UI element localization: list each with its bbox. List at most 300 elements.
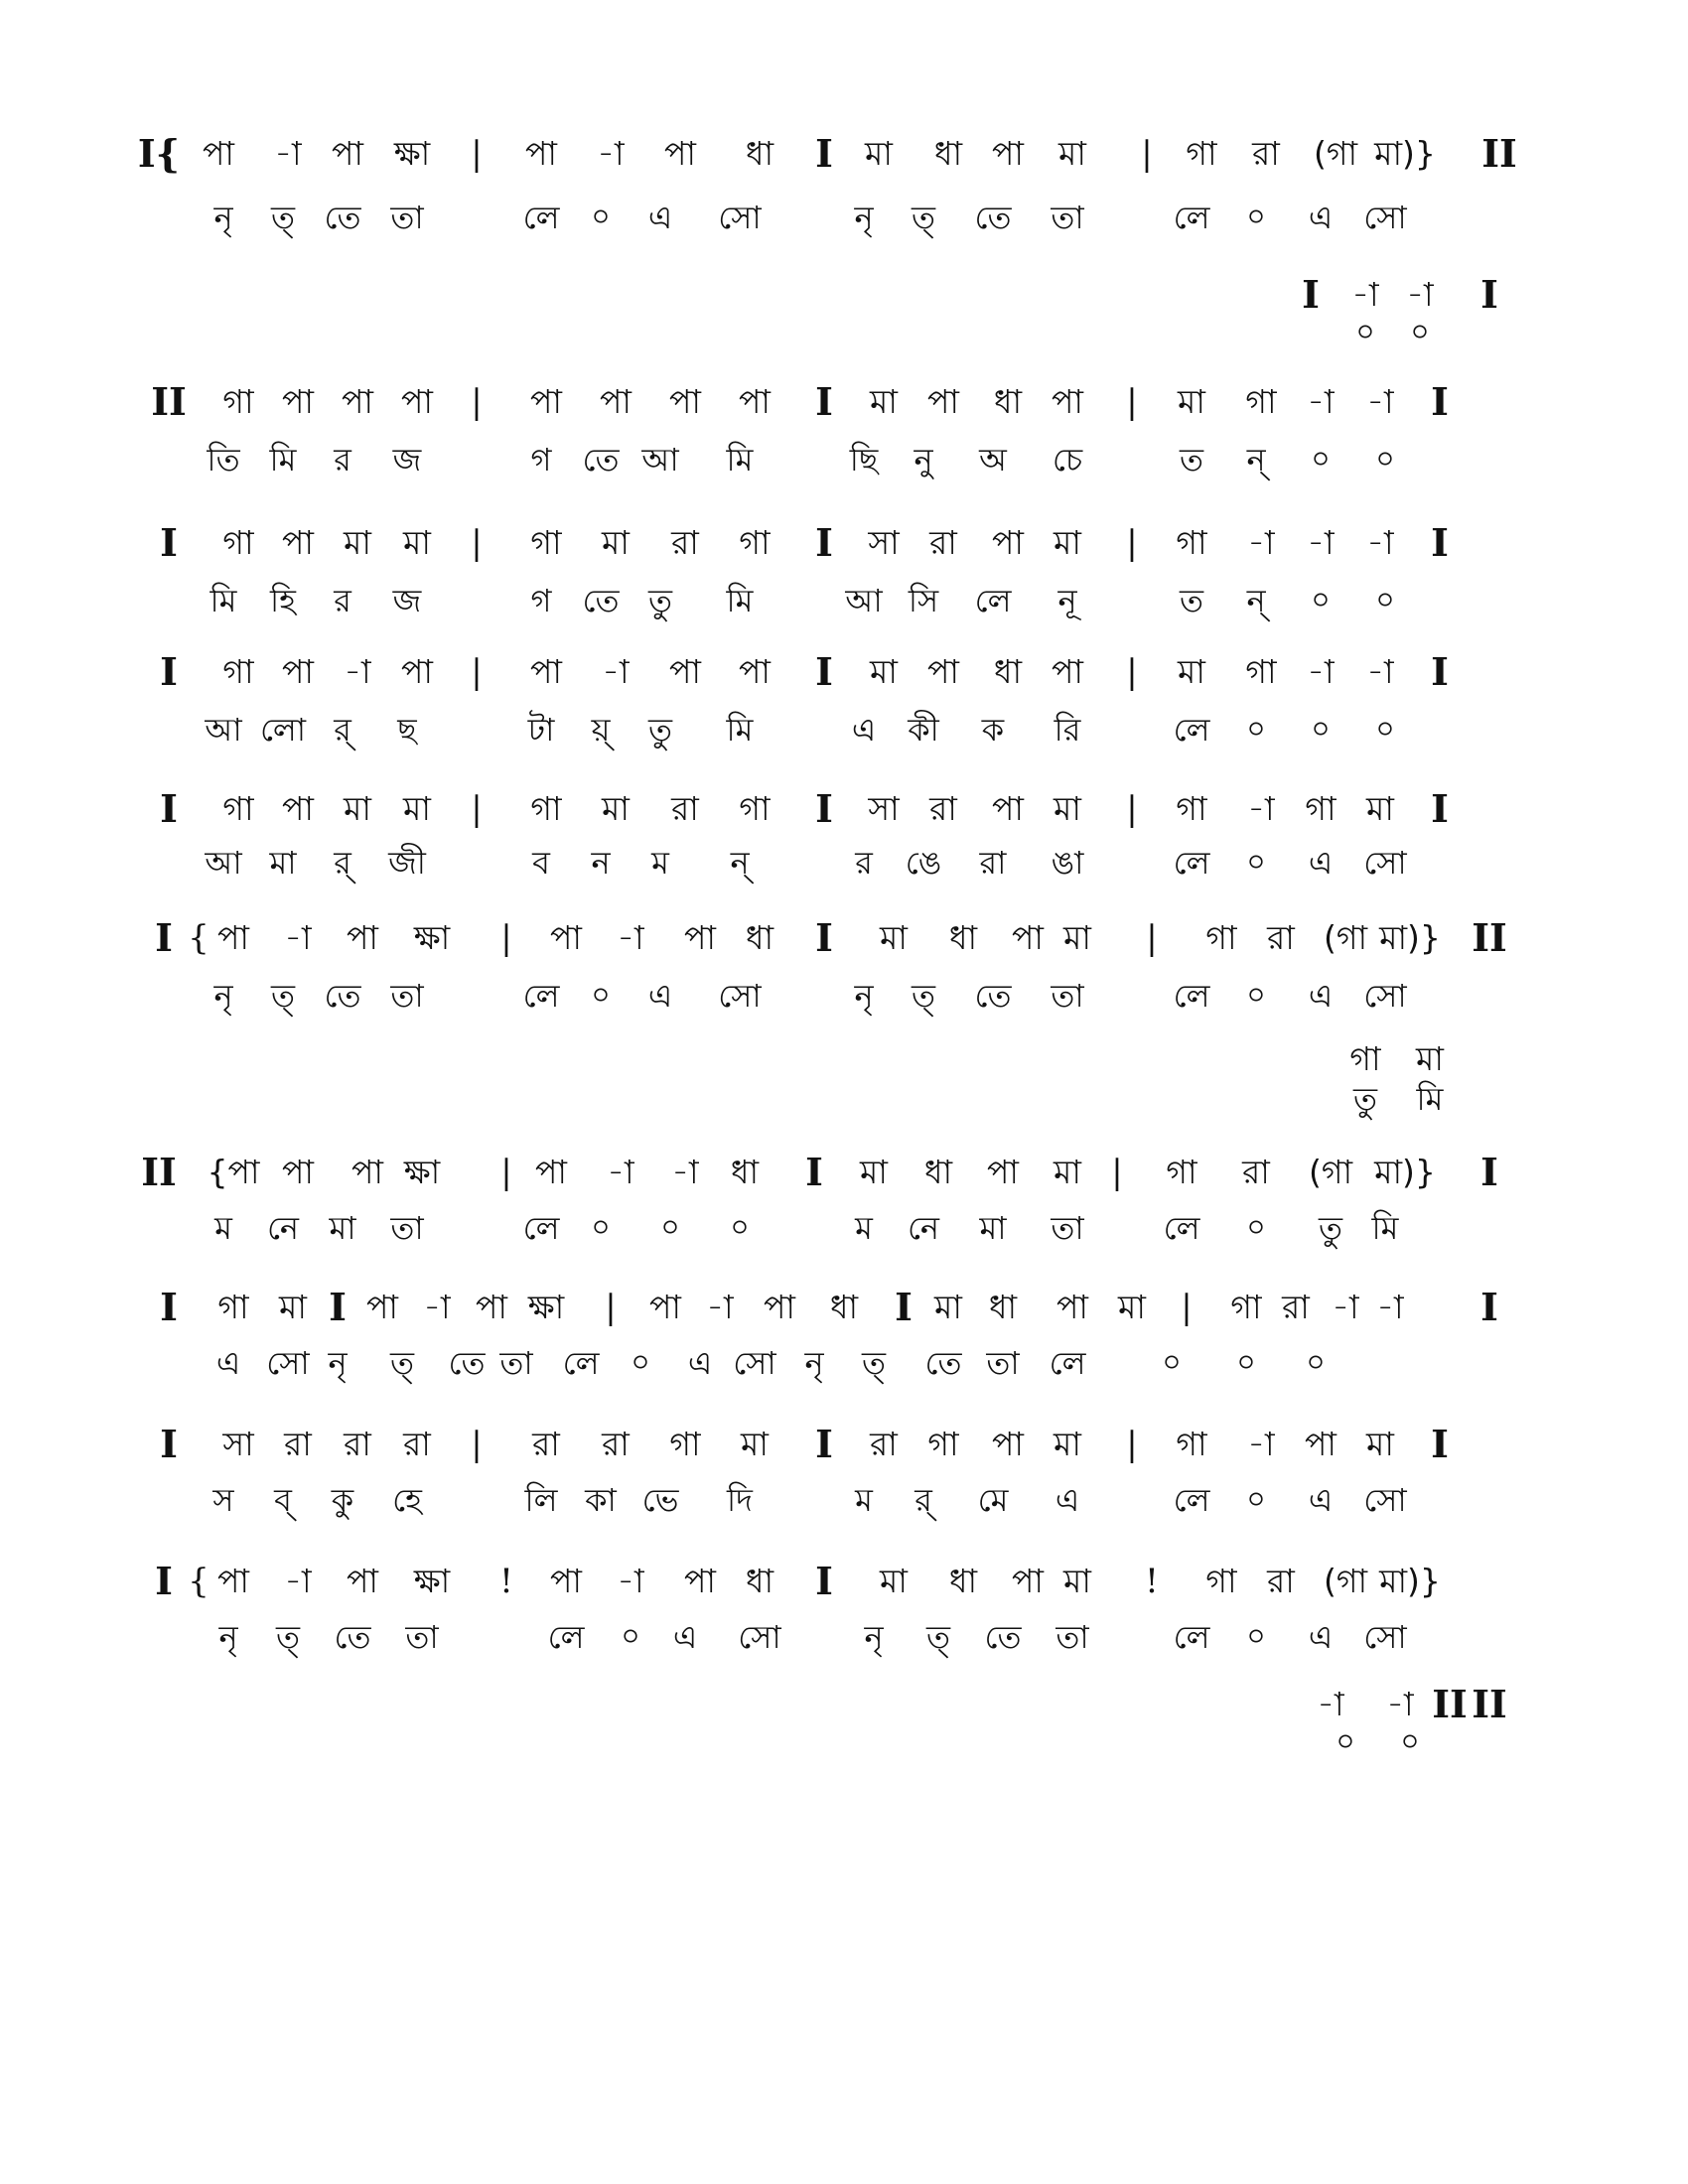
swara-note: পা <box>366 1288 398 1326</box>
lyric-syllable: লে <box>522 1209 560 1247</box>
lyric-syllable: নু <box>914 441 933 478</box>
bar-line: | <box>1126 1425 1138 1464</box>
swara-note: মা <box>934 1288 962 1326</box>
swara-note: -া <box>1406 275 1434 314</box>
lyric-syllable: তে <box>984 1618 1022 1656</box>
lyric-line <box>0 836 1688 889</box>
lyric-syllable: মে <box>977 1481 1009 1519</box>
lyric-syllable: নে <box>266 1209 300 1247</box>
lyric-syllable: ন <box>591 844 611 882</box>
swara-note: -া <box>1376 1288 1404 1326</box>
lyric-syllable: ঙে <box>905 844 942 882</box>
lyric-syllable: তে <box>974 977 1012 1015</box>
bar-line-major: I <box>160 649 178 694</box>
lyric-syllable: ০ <box>1311 442 1331 477</box>
bar-line: | <box>1126 382 1138 422</box>
swara-note: পা <box>347 918 378 957</box>
swara-note: রা <box>929 789 957 828</box>
swara-note: মা <box>602 789 630 828</box>
bar-line-major: I <box>155 1559 173 1603</box>
lyric-syllable: সো <box>738 1618 781 1656</box>
swara-note: পা <box>332 134 363 173</box>
notation-line <box>0 127 1688 181</box>
lyric-syllable: ০ <box>591 978 611 1013</box>
lyric-syllable: র <box>334 441 352 478</box>
lyric-syllable: তা <box>390 1209 424 1247</box>
lyric-syllable: ত্ <box>911 977 936 1015</box>
swara-note: মা <box>1063 918 1091 957</box>
lyric-syllable: স <box>212 1481 234 1519</box>
lyric-syllable: ছ <box>397 711 417 749</box>
swara-note: মা <box>880 918 908 957</box>
bar-line-major: I <box>329 1285 347 1329</box>
lyric-syllable: টা <box>527 711 555 749</box>
lyric-syllable: ০ <box>1375 583 1395 617</box>
swara-note: গা <box>1245 382 1277 421</box>
lyric-syllable: সো <box>1363 844 1407 882</box>
swara-note: মা <box>1366 789 1394 828</box>
lyric-syllable: তু <box>647 711 673 749</box>
swara-note: পা <box>684 918 716 957</box>
lyric-syllable: ০ <box>1410 315 1430 349</box>
swara-note: মা <box>1054 523 1081 562</box>
swara-note: মা <box>1063 1562 1091 1600</box>
lyric-syllable: ন্ <box>1246 441 1266 478</box>
swara-note: মা <box>865 134 893 173</box>
swara-note: মা <box>1054 1425 1081 1463</box>
swara-note: -া <box>706 1288 734 1326</box>
bar-line: { <box>188 918 210 958</box>
swara-note: ধা <box>993 382 1023 421</box>
bar-line: | <box>471 1425 483 1464</box>
lyric-syllable: তা <box>1051 977 1084 1015</box>
bar-line-major: I <box>815 649 833 694</box>
lyric-syllable: মি <box>269 441 297 478</box>
swara-note: মা <box>741 1425 769 1463</box>
swara-note: ক্ষা <box>403 1153 441 1191</box>
bar-line-major: II <box>1432 1682 1468 1726</box>
lyric-syllable: নৃ <box>864 1618 884 1656</box>
lyric-syllable: মি <box>726 441 754 478</box>
swara-note: রা <box>671 789 699 828</box>
lyric-syllable: তা <box>1051 199 1084 236</box>
lyric-syllable: এ <box>1308 199 1334 236</box>
lyric-syllable: সো <box>718 977 762 1015</box>
lyric-syllable: ত্ <box>275 1618 301 1656</box>
lyric-syllable: আ <box>845 582 883 619</box>
lyric-syllable: কু <box>331 1481 354 1519</box>
swara-note: পা <box>282 652 314 691</box>
swara-note: পা <box>992 1425 1024 1463</box>
lyric-syllable: ০ <box>1162 1345 1182 1380</box>
bar-line-major: I <box>1431 786 1449 831</box>
swara-note: গা <box>222 789 254 828</box>
swara-note: পা <box>664 134 696 173</box>
bar-line: | <box>500 918 512 958</box>
swara-note: মা)} <box>1379 918 1441 957</box>
swara-note: (গা <box>1313 134 1358 173</box>
swara-note: (গা <box>1323 918 1368 957</box>
lyric-syllable: তি <box>207 441 240 478</box>
lyric-syllable: নৃ <box>854 977 874 1015</box>
bar-line: ! <box>1145 1562 1159 1601</box>
lyric-syllable: গ <box>530 441 552 478</box>
lyric-syllable: ০ <box>1236 1345 1256 1380</box>
lyric-syllable: লে <box>1163 1209 1200 1247</box>
swara-note: মা <box>860 1153 888 1191</box>
swara-note: রা <box>870 1425 898 1463</box>
notation-line <box>0 516 1688 570</box>
swara-note: রা <box>1242 1153 1270 1191</box>
lyric-syllable: রা <box>979 844 1007 882</box>
bar-line-major: I <box>160 786 178 831</box>
swara-note: মা)} <box>1374 1153 1436 1191</box>
swara-note: রা <box>1252 134 1280 173</box>
lyric-syllable: তে <box>324 199 361 236</box>
lyric-syllable: ০ <box>730 1210 750 1245</box>
swara-note: রা <box>929 523 957 562</box>
lyric-line <box>0 1715 1688 1769</box>
lyric-syllable: র <box>334 582 352 619</box>
swara-note: পা <box>217 1562 249 1600</box>
swara-note: গা <box>669 1425 701 1463</box>
swara-note: ধা <box>829 1288 859 1326</box>
swara-note: পা <box>669 652 701 691</box>
swara-note: ক্ষা <box>527 1288 565 1326</box>
bar-line: | <box>471 652 483 692</box>
lyric-syllable: তা <box>1055 1618 1089 1656</box>
swara-note: গা <box>1205 918 1237 957</box>
lyric-syllable: ব্ <box>274 1481 292 1519</box>
lyric-syllable: লে <box>522 977 560 1015</box>
swara-note: পা <box>1012 918 1044 957</box>
bar-line-major: I <box>805 1150 823 1194</box>
lyric-line <box>0 1072 1688 1126</box>
swara-note: পা <box>401 652 433 691</box>
bar-line: | <box>471 382 483 422</box>
lyric-syllable: সো <box>1363 1481 1407 1519</box>
swara-note: পা <box>282 523 314 562</box>
bar-line: | <box>1181 1288 1193 1327</box>
lyric-syllable: সো <box>266 1344 310 1382</box>
lyric-syllable: তা <box>1051 1209 1084 1247</box>
lyric-syllable: র <box>855 844 873 882</box>
swara-note: -া <box>1332 1288 1359 1326</box>
swara-note: রা <box>532 1425 560 1463</box>
swara-note: -া <box>617 918 644 957</box>
lyric-syllable: মি <box>1371 1209 1399 1247</box>
lyric-syllable: ন্ <box>730 844 750 882</box>
lyric-syllable: দি <box>727 1481 753 1519</box>
notation-line <box>0 782 1688 836</box>
lyric-syllable: ০ <box>621 1619 640 1654</box>
bar-line-major: I <box>895 1285 913 1329</box>
swara-note: -া <box>1351 275 1379 314</box>
bar-line-major: I <box>1431 520 1449 565</box>
lyric-line <box>0 703 1688 756</box>
bar-line: | <box>471 523 483 563</box>
swara-note: মা <box>1178 382 1205 421</box>
bar-line-major: II <box>141 1150 177 1194</box>
lyric-syllable: তে <box>974 199 1012 236</box>
swara-note: পা <box>1056 1288 1088 1326</box>
swara-note: সা <box>868 523 900 562</box>
swara-note: গা <box>1186 134 1217 173</box>
notation-line <box>0 1555 1688 1608</box>
lyric-syllable: ত্ <box>389 1344 415 1382</box>
lyric-syllable: লে <box>522 199 560 236</box>
lyric-syllable: কী <box>908 711 939 749</box>
lyric-syllable: ০ <box>591 200 611 234</box>
swara-note: রা <box>671 523 699 562</box>
bar-line-major: I <box>1431 649 1449 694</box>
lyric-syllable: লে <box>1049 1344 1086 1382</box>
swara-note: পা <box>927 652 959 691</box>
swara-note: গা <box>222 652 254 691</box>
lyric-syllable: ০ <box>1246 845 1266 880</box>
lyric-syllable: তে <box>582 582 620 619</box>
bar-line-major: I <box>815 379 833 424</box>
swara-note: -া <box>617 1562 644 1600</box>
swara-note: -া <box>423 1288 451 1326</box>
swara-note: পা <box>684 1562 716 1600</box>
swara-note: রা <box>1267 918 1295 957</box>
swara-note: রা <box>602 1425 630 1463</box>
lyric-syllable: ছি <box>849 441 879 478</box>
bar-line: | <box>1126 789 1138 829</box>
bar-line-major: I <box>1431 1422 1449 1466</box>
swara-note: পা <box>927 382 959 421</box>
swara-note: গা <box>1205 1562 1237 1600</box>
swara-note: পা <box>530 382 562 421</box>
swara-note: পা <box>600 382 632 421</box>
bar-line-major: I <box>815 1422 833 1466</box>
swara-note: -া <box>607 1153 634 1191</box>
lyric-syllable: মা <box>329 1209 356 1247</box>
lyric-line <box>0 191 1688 244</box>
bar-line: | <box>1146 918 1158 958</box>
bar-line-major: I <box>815 1559 833 1603</box>
swara-note: পা <box>739 382 771 421</box>
lyric-syllable: আ <box>205 844 242 882</box>
lyric-syllable: হি <box>270 582 296 619</box>
lyric-syllable: ম <box>855 1209 873 1247</box>
bar-line-major: I <box>160 1422 178 1466</box>
swara-note: ধা <box>923 1153 953 1191</box>
lyric-syllable: এ <box>647 199 673 236</box>
lyric-syllable: নৃ <box>804 1344 824 1382</box>
lyric-syllable: মি <box>210 582 237 619</box>
bar-line-major: I <box>160 520 178 565</box>
lyric-syllable: ত <box>1179 441 1204 478</box>
notation-line <box>0 1281 1688 1334</box>
lyric-syllable: কা <box>585 1481 617 1519</box>
lyric-syllable: ০ <box>1311 712 1331 747</box>
lyric-syllable: ০ <box>1246 1619 1266 1654</box>
swara-note: মা <box>344 523 371 562</box>
lyric-syllable: এ <box>1308 1618 1334 1656</box>
swara-note: মা <box>1366 1425 1394 1463</box>
lyric-syllable: য়্ <box>591 711 611 749</box>
lyric-syllable: ত্ <box>925 1618 951 1656</box>
lyric-syllable: মা <box>269 844 297 882</box>
notation-line <box>0 911 1688 965</box>
lyric-syllable: লে <box>1173 199 1210 236</box>
swara-note: সা <box>222 1425 254 1463</box>
lyric-syllable: লে <box>1173 711 1210 749</box>
swara-note: পা <box>764 1288 795 1326</box>
lyric-syllable: আ <box>641 441 679 478</box>
lyric-syllable: ত্ <box>861 1344 887 1382</box>
lyric-line <box>0 1610 1688 1664</box>
lyric-syllable: এ <box>215 1344 241 1382</box>
swara-note: পা <box>342 382 373 421</box>
lyric-syllable: নৃ <box>328 1344 348 1382</box>
lyric-syllable: মি <box>1416 1080 1444 1118</box>
lyric-syllable: এ <box>1055 1481 1080 1519</box>
lyric-syllable: মা <box>979 1209 1007 1247</box>
lyric-syllable: লে <box>562 1344 600 1382</box>
swara-note: ধা <box>988 1288 1018 1326</box>
lyric-syllable: র্ <box>334 844 352 882</box>
lyric-syllable: নৃ <box>213 977 233 1015</box>
swara-note: {পা <box>207 1153 260 1191</box>
swara-note: -া <box>344 652 371 691</box>
swara-note: -া <box>1366 652 1394 691</box>
swara-note: ক্ষা <box>413 1562 451 1600</box>
lyric-syllable: ০ <box>591 1210 611 1245</box>
swara-note: গা <box>1166 1153 1197 1191</box>
lyric-syllable: লে <box>974 582 1012 619</box>
lyric-line <box>0 574 1688 627</box>
bar-line-major: I <box>815 520 833 565</box>
lyric-syllable: লে <box>1173 844 1210 882</box>
swara-note: ধা <box>745 1562 774 1600</box>
lyric-syllable: ম <box>855 1481 873 1519</box>
swara-note: -া <box>1247 789 1275 828</box>
swara-note: পা <box>217 918 249 957</box>
swara-note: রা <box>403 1425 431 1463</box>
lyric-line <box>0 1201 1688 1255</box>
swara-note: মা <box>279 1288 307 1326</box>
swara-note: পা <box>992 523 1024 562</box>
lyric-syllable: ০ <box>1336 1724 1355 1759</box>
swara-note: ক্ষা <box>393 134 431 173</box>
swara-note: গা <box>739 523 771 562</box>
lyric-syllable: সি <box>908 582 939 619</box>
swara-note: (গা <box>1323 1562 1368 1600</box>
lyric-syllable: জী <box>388 844 426 882</box>
lyric-syllable: ০ <box>1311 583 1331 617</box>
bar-line: { <box>188 1562 210 1601</box>
lyric-syllable: ০ <box>1306 1345 1326 1380</box>
notation-line <box>0 1146 1688 1199</box>
swara-note: পা <box>987 1153 1019 1191</box>
lyric-syllable: এ <box>672 1618 698 1656</box>
bar-line-major: I <box>160 1285 178 1329</box>
lyric-line <box>0 433 1688 486</box>
lyric-syllable: ব <box>532 844 550 882</box>
lyric-line <box>0 969 1688 1023</box>
swara-note: গা <box>1176 523 1207 562</box>
lyric-syllable: ম <box>651 844 669 882</box>
lyric-syllable: হে <box>392 1481 422 1519</box>
lyric-syllable: সো <box>1363 199 1407 236</box>
swara-note: -া <box>1247 523 1275 562</box>
swara-note: মা <box>403 789 431 828</box>
lyric-syllable: র্ <box>914 1481 932 1519</box>
swara-note: পা <box>992 789 1024 828</box>
lyric-syllable: লে <box>1173 977 1210 1015</box>
lyric-syllable: লি <box>524 1481 558 1519</box>
swara-note: গা <box>927 1425 959 1463</box>
lyric-syllable: তে <box>324 977 361 1015</box>
swara-note: রা <box>344 1425 371 1463</box>
bar-line: | <box>471 789 483 829</box>
swara-note: গা <box>217 1288 249 1326</box>
swara-note: মা <box>602 523 630 562</box>
lyric-syllable: রি <box>1054 711 1081 749</box>
swara-note: পা <box>739 652 771 691</box>
bar-line: | <box>605 1288 617 1327</box>
swara-note: গা <box>222 382 254 421</box>
swara-note: পা <box>203 134 234 173</box>
lyric-syllable: তু <box>1318 1209 1343 1247</box>
swara-note: পা <box>476 1288 507 1326</box>
swara-note: ক্ষা <box>413 918 451 957</box>
swara-note: গা <box>739 789 771 828</box>
swara-note: ধা <box>933 134 963 173</box>
swara-note: -া <box>1307 523 1335 562</box>
swara-note: গা <box>1305 789 1336 828</box>
lyric-syllable: তু <box>1352 1080 1378 1118</box>
bar-line: | <box>1126 523 1138 563</box>
bar-line-major: I <box>815 915 833 960</box>
lyric-line <box>0 1473 1688 1527</box>
lyric-syllable: ত্ <box>270 199 296 236</box>
bar-line-major: I <box>815 786 833 831</box>
swara-note: মা <box>1054 789 1081 828</box>
swara-note: -া <box>1366 382 1394 421</box>
lyric-syllable: ন্ <box>1246 582 1266 619</box>
lyric-syllable: সো <box>733 1344 776 1382</box>
lyric-syllable: এ <box>647 977 673 1015</box>
swara-note: গা <box>1176 789 1207 828</box>
lyric-syllable: গ <box>530 582 552 619</box>
lyric-syllable: ০ <box>1375 712 1395 747</box>
swara-note: মা <box>870 382 898 421</box>
swara-note: রা <box>284 1425 312 1463</box>
swara-note: -া <box>602 652 630 691</box>
swara-note: -া <box>284 1562 312 1600</box>
swara-note: গা <box>222 523 254 562</box>
swara-note: গা <box>1176 1425 1207 1463</box>
lyric-syllable: এ <box>851 711 877 749</box>
lyric-syllable: তা <box>390 977 424 1015</box>
swara-note: পা <box>649 1288 681 1326</box>
bar-line-major: I <box>1431 379 1449 424</box>
lyric-syllable: ০ <box>1246 712 1266 747</box>
lyric-syllable: ০ <box>1400 1724 1420 1759</box>
lyric-syllable: লে <box>1173 1618 1210 1656</box>
bar-line: | <box>471 134 483 174</box>
swara-note: -া <box>1307 382 1335 421</box>
bar-line: | <box>500 1153 512 1192</box>
lyric-syllable: নৃ <box>213 199 233 236</box>
lyric-syllable: ০ <box>1375 442 1395 477</box>
swara-note: গা <box>530 523 562 562</box>
lyric-syllable: সো <box>718 199 762 236</box>
